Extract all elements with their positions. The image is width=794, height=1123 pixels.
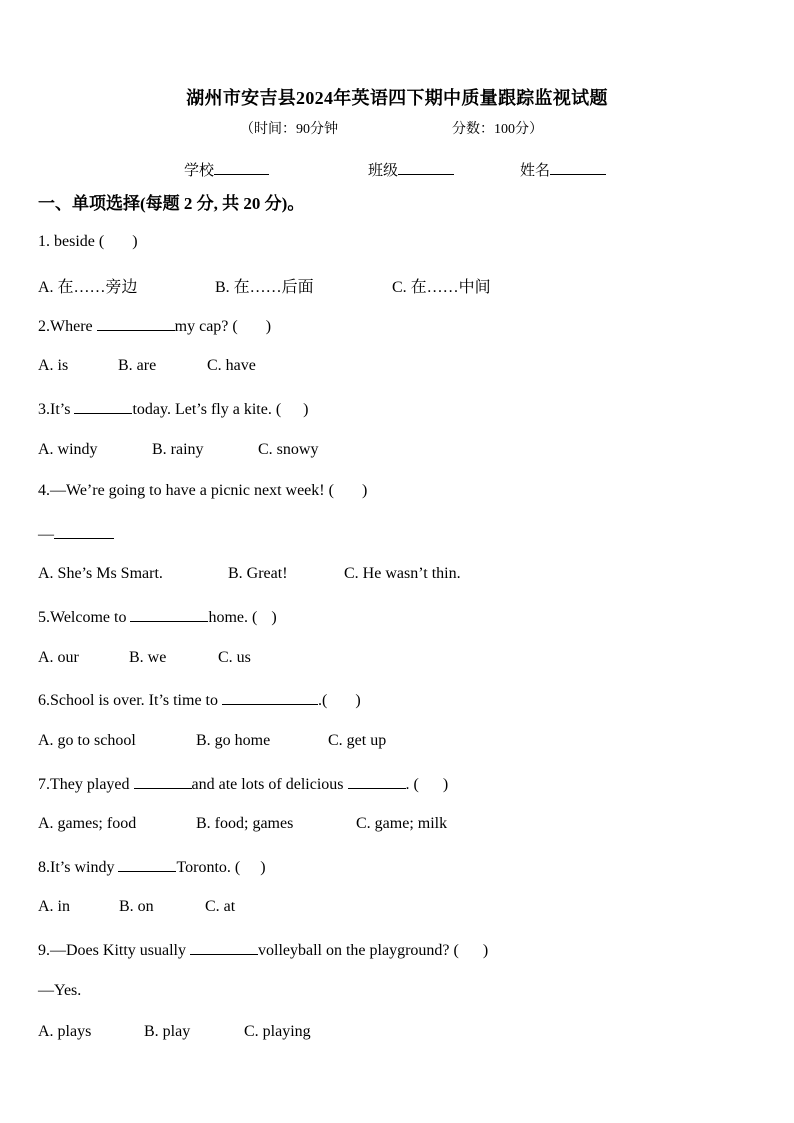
option-c: C. have: [207, 357, 256, 374]
section-title: 一、单项选择(每题 2 分, 共 20 分)。: [38, 194, 305, 213]
answer-blank: [74, 399, 132, 414]
option-c: C. playing: [244, 1023, 311, 1040]
question-options: [38, 732, 386, 750]
option-a: A. our: [38, 649, 79, 666]
stem-text: volleyball on the playground? (: [258, 942, 459, 959]
question-stem: [38, 399, 308, 419]
class-label: 班级: [368, 163, 399, 179]
stem-text: 8.It’s windy: [38, 859, 119, 876]
class-field: [368, 159, 454, 180]
school-blank: [214, 160, 269, 175]
stem-text: 7.They played: [38, 776, 134, 793]
option-b: B. 在……后面: [215, 279, 314, 296]
exam-score: 分数：100分）: [452, 122, 543, 137]
question-options: [38, 815, 447, 833]
answer-paren: ): [482, 942, 489, 959]
exam-time: （时间：90分钟: [240, 122, 338, 137]
option-c: C. 在……中间: [392, 279, 491, 296]
stem-text: 6.School is over. It’s time to: [38, 692, 222, 709]
stem-text: 2.Where: [38, 318, 97, 335]
answer-paren: ): [132, 233, 138, 250]
answer-blank: [97, 316, 175, 331]
stem-text: Toronto. (: [176, 859, 241, 876]
question-options: [38, 649, 251, 667]
stem-text: my cap? (: [174, 318, 238, 335]
answer-blank: [134, 774, 192, 789]
answer-paren: ): [303, 401, 309, 418]
answer-blank: [348, 774, 406, 789]
question-stem: [38, 940, 488, 960]
name-label: 姓名: [520, 163, 551, 179]
question-reply: [38, 982, 81, 1000]
option-c: C. get up: [328, 732, 387, 749]
stem-text: . (: [405, 776, 419, 793]
stem-text: and ate lots of delicious: [191, 776, 348, 793]
name-blank: [550, 160, 606, 175]
answer-blank: [130, 607, 208, 622]
question-reply: [38, 524, 114, 544]
option-c: C. snowy: [258, 441, 319, 458]
question-options: [38, 274, 491, 297]
question-options: [38, 357, 256, 375]
option-b: B. rainy: [152, 441, 204, 458]
question-options: [38, 898, 235, 916]
option-a: A. plays: [38, 1023, 92, 1040]
question-stem: [38, 690, 361, 710]
answer-paren: ): [265, 318, 272, 335]
option-a: A. go to school: [38, 732, 136, 749]
option-a: A. 在……旁边: [38, 279, 138, 296]
answer-paren: ): [355, 692, 361, 709]
reply-text: —Yes.: [38, 982, 82, 999]
question-options: [38, 565, 461, 583]
question-stem: [38, 774, 448, 794]
option-b: B. go home: [196, 732, 271, 749]
answer-blank: [54, 524, 114, 539]
option-c: C. us: [218, 649, 251, 666]
stem-text: 4.—We’re going to have a picnic next week! (: [38, 482, 334, 499]
option-c: C. He wasn’t thin.: [344, 565, 461, 582]
exam-title: 湖州市安吉县2024年英语四下期中质量跟踪监视试题: [186, 88, 608, 108]
question-options: [38, 1023, 311, 1041]
school-field: [184, 159, 269, 180]
option-b: B. play: [144, 1023, 191, 1040]
question-stem: [38, 607, 277, 627]
question-stem: [38, 482, 367, 500]
stem-text: today. Let’s fly a kite. (: [132, 401, 282, 418]
option-a: A. windy: [38, 441, 98, 458]
option-b: B. Great!: [228, 565, 288, 582]
answer-blank: [222, 690, 318, 705]
answer-paren: ): [260, 859, 266, 876]
option-a: A. is: [38, 357, 69, 374]
option-c: C. at: [205, 898, 236, 915]
option-a: A. She’s Ms Smart.: [38, 565, 163, 582]
option-c: C. game; milk: [356, 815, 448, 832]
stem-text: 3.It’s: [38, 401, 75, 418]
option-b: B. food; games: [196, 815, 294, 832]
stem-text: 5.Welcome to: [38, 609, 131, 626]
question-options: [38, 441, 318, 459]
stem-text: .(: [318, 692, 328, 709]
question-stem: [38, 316, 271, 336]
question-stem: [38, 857, 266, 877]
stem-text: home. (: [208, 609, 258, 626]
option-b: B. on: [119, 898, 154, 915]
option-b: B. are: [118, 357, 157, 374]
option-a: A. games; food: [38, 815, 137, 832]
answer-paren: ): [361, 482, 368, 499]
question-stem: [38, 233, 138, 251]
answer-blank: [190, 940, 258, 955]
answer-paren: ): [442, 776, 449, 793]
class-blank: [398, 160, 454, 175]
stem-text: 9.—Does Kitty usually: [38, 942, 190, 959]
option-b: B. we: [129, 649, 167, 666]
school-label: 学校: [184, 163, 215, 179]
option-a: A. in: [38, 898, 70, 915]
name-field: [520, 159, 606, 180]
answer-paren: ): [271, 609, 277, 626]
reply-dash: —: [38, 526, 54, 543]
answer-blank: [118, 857, 176, 872]
stem-text: 1. beside (: [38, 233, 105, 250]
